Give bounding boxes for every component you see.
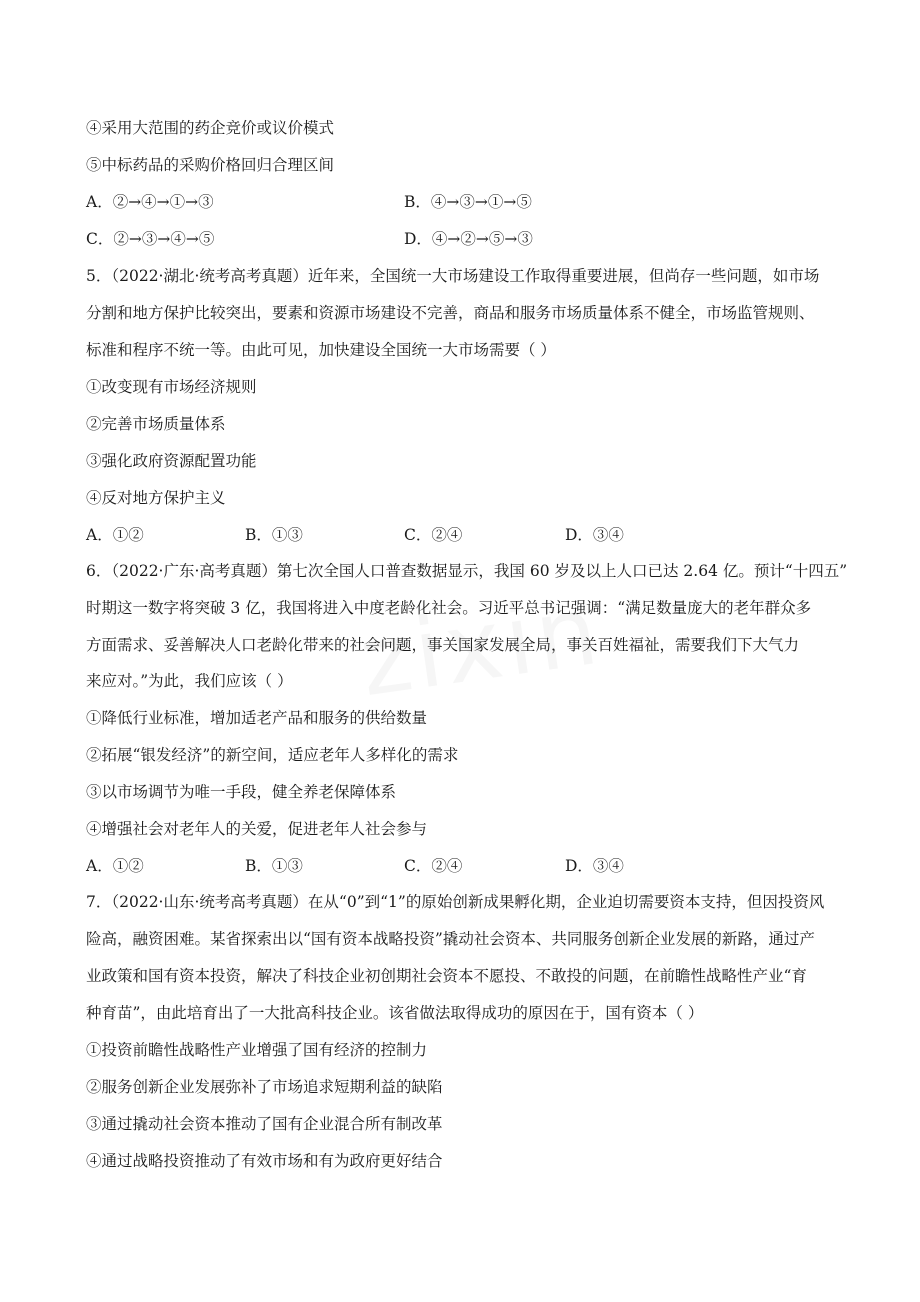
q6-stem-line-3: 方面需求、妥善解决人口老龄化带来的社会问题，事关国家发展全局，事关百姓福祉，需要我们下大气力 [86,636,800,654]
q5-item-2: ②完善市场质量体系 [86,415,226,433]
q5-option-b: B．①③ [245,526,303,544]
q6-option-c: C．②④ [404,857,463,875]
q6-option-a: A．①② [86,857,144,875]
q6-stem-line-1: 6．（2022·广东·高考真题）第七次全国人口普查数据显示，我国 60 岁及以上人口已达 2.64 亿。预计“十四五” [86,562,848,580]
q5-stem-line-1: 5．（2022·湖北·统考高考真题）近年来，全国统一大市场建设工作取得重要进展，但尚存一些问题，如市场 [86,267,820,285]
q7-item-3: ③通过撬动社会资本推动了国有企业混合所有制改革 [86,1115,443,1133]
prev-item-5: ⑤中标药品的采购价格回归合理区间 [86,156,335,174]
prev-option-a: A．②→④→①→③ [86,193,214,211]
q5-option-c: C．②④ [404,526,463,544]
q7-stem-line-4: 种育苗”，由此培育出了一大批高科技企业。该省做法取得成功的原因在于，国有资本（ ） [86,1004,704,1022]
prev-option-c: C．②→③→④→⑤ [86,230,215,248]
q7-stem-line-1: 7．（2022·山东·统考高考真题）在从“0”到“1”的原始创新成果孵化期，企业迫切需要资本支持，但因投资风 [86,893,825,911]
prev-option-d: D．④→②→⑤→③ [404,230,533,248]
q5-stem-line-2: 分割和地方保护比较突出，要素和资源市场建设不完善，商品和服务市场质量体系不健全，市场监管规则、 [86,304,815,322]
q5-stem-line-3: 标准和程序不统一等。由此可见，加快建设全国统一大市场需要（ ） [86,341,556,359]
prev-item-4: ④采用大范围的药企竞价或议价模式 [86,119,335,137]
q6-option-b: B．①③ [245,857,303,875]
q6-item-3: ③以市场调节为唯一手段，健全养老保障体系 [86,783,397,801]
q5-option-a: A．①② [86,526,144,544]
q6-stem-line-2: 时期这一数字将突破 3 亿，我国将进入中度老龄化社会。习近平总书记强调：“满足数量庞大的老年群众多 [86,599,812,617]
q5-item-3: ③强化政府资源配置功能 [86,452,257,470]
q6-item-4: ④增强社会对老年人的关爱，促进老年人社会参与 [86,820,428,838]
q5-item-1: ①改变现有市场经济规则 [86,378,257,396]
q6-item-2: ②拓展“银发经济”的新空间，适应老年人多样化的需求 [86,746,459,764]
q6-item-1: ①降低行业标准，增加适老产品和服务的供给数量 [86,709,428,727]
prev-option-b: B．④→③→①→⑤ [404,193,532,211]
q7-item-1: ①投资前瞻性战略性产业增强了国有经济的控制力 [86,1041,428,1059]
q7-item-2: ②服务创新企业发展弥补了市场追求短期利益的缺陷 [86,1078,443,1096]
q6-option-d: D．③④ [565,857,624,875]
q5-item-4: ④反对地方保护主义 [86,489,226,507]
q7-stem-line-2: 险高，融资困难。某省探索出以“国有资本战略投资”撬动社会资本、共同服务创新企业发展的新路，通过产 [86,930,815,948]
q5-option-d: D．③④ [565,526,624,544]
q7-item-4: ④通过战略投资推动了有效市场和有为政府更好结合 [86,1152,443,1170]
q6-stem-line-4: 来应对。”为此，我们应该（ ） [86,672,293,690]
q7-stem-line-3: 业政策和国有资本投资，解决了科技企业初创期社会资本不愿投、不敢投的问题，在前瞻性战略性产业“育 [86,967,807,985]
